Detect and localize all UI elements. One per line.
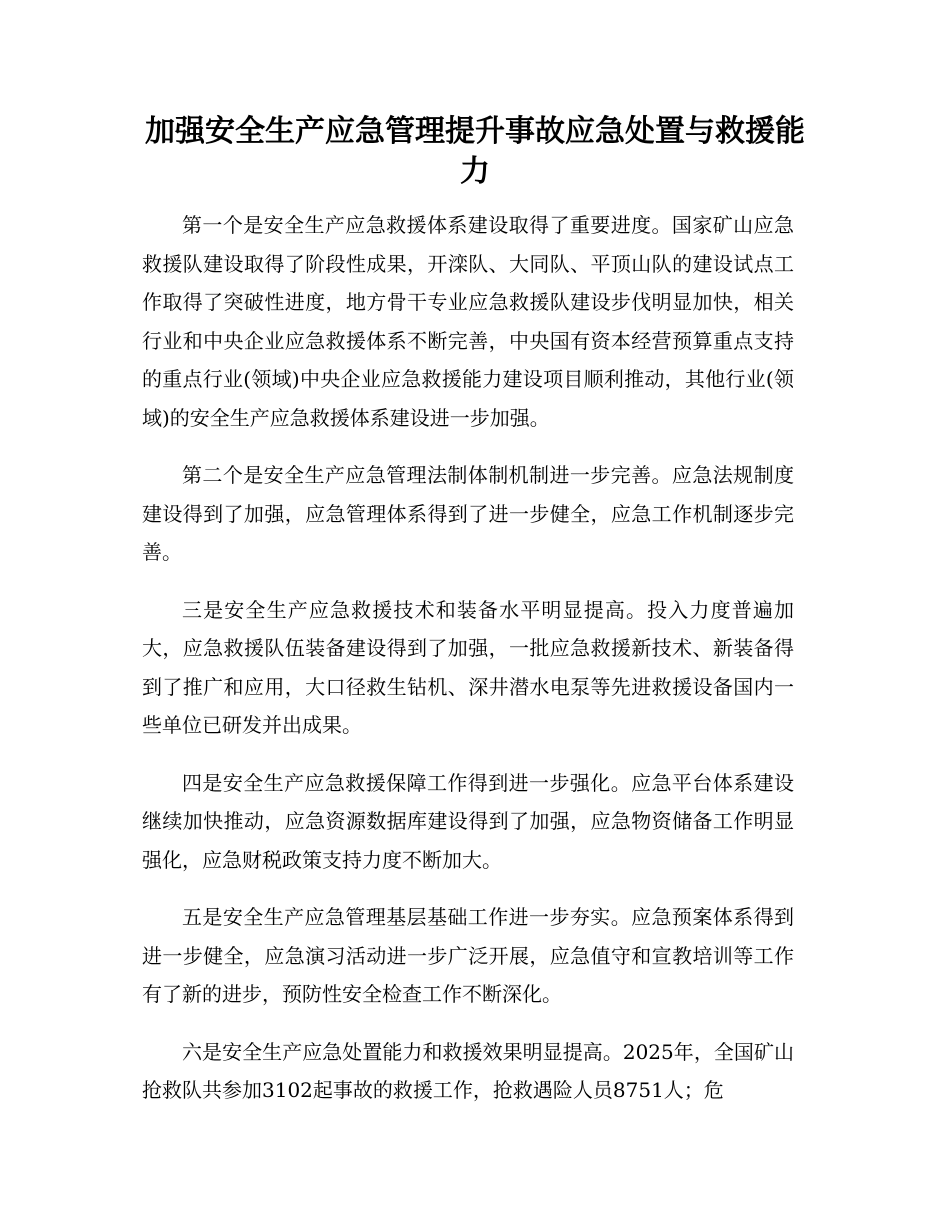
paragraph-6: 六是安全生产应急处置能力和救援效果明显提高。2025年，全国矿山抢救队共参加3102起事故的救援工作，抢救遇险人员8751人；危 (142, 1039, 794, 1102)
document-title: 加强安全生产应急管理提升事故应急处置与救援能力 (145, 114, 805, 189)
paragraph-2: 第二个是安全生产应急管理法制体制机制进一步完善。应急法规制度建设得到了加强，应急管理体系得到了进一步健全，应急工作机制逐步完善。 (142, 463, 794, 564)
paragraph-1: 第一个是安全生产应急救援体系建设取得了重要进度。国家矿山应急救援队建设取得了阶段性成果，开滦队、大同队、平顶山队的建设试点工作取得了突破性进度，地方骨干专业应急救援队建设步伐明显加快，相关行业和中央企业应急救援体系不断完善，中央国有资本经营预算重点支持的重点行业(领域)中央企业应急救援能力建设项目顺利推动，其他行业(领域)的安全生产应急救援体系建设进一步加强。 (142, 213, 794, 430)
paragraph-3: 三是安全生产应急救援技术和装备水平明显提高。投入力度普遍加大，应急救援队伍装备建设得到了加强，一批应急救援新技术、新装备得到了推广和应用，大口径救生钻机、深井潜水电泵等先进救援设备国内一些单位已研发并出成果。 (142, 597, 794, 737)
paragraph-5: 五是安全生产应急管理基层基础工作进一步夯实。应急预案体系得到进一步健全，应急演习活动进一步广泛开展，应急值守和宣教培训等工作有了新的进步，预防性安全检查工作不断深化。 (142, 905, 794, 1006)
document-body (142, 206, 794, 1129)
paragraph-4: 四是安全生产应急救援保障工作得到进一步强化。应急平台体系建设继续加快推动，应急资源数据库建设得到了加强，应急物资储备工作明显强化，应急财税政策支持力度不断加大。 (142, 770, 794, 872)
